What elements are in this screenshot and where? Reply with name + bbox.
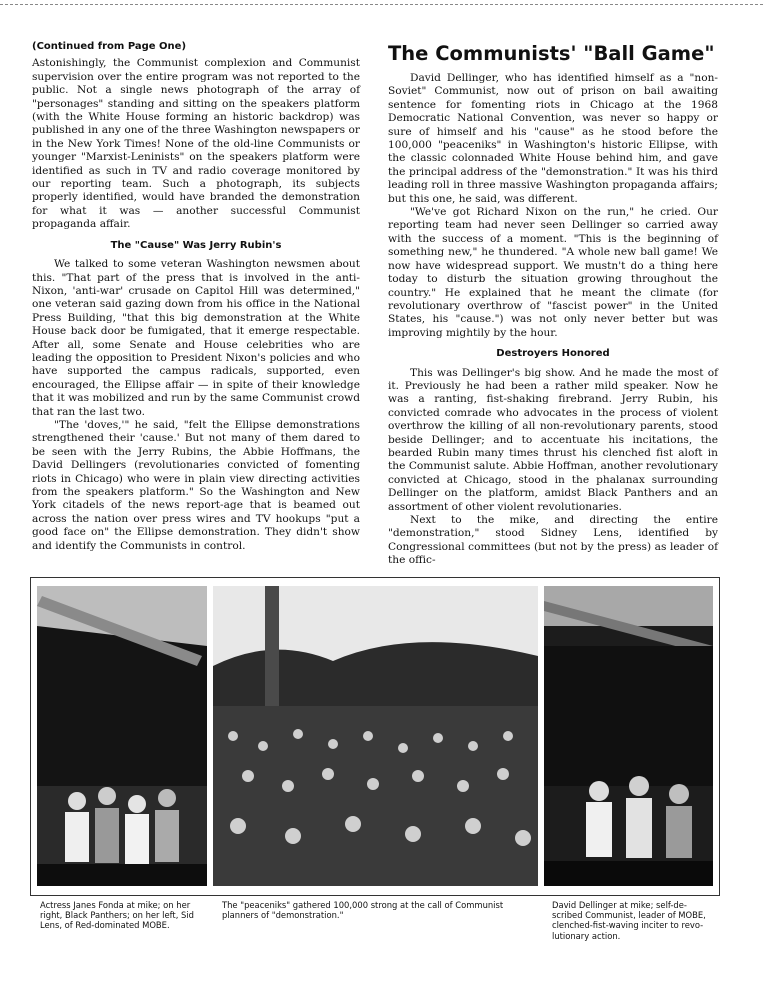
left-paragraph-2: We talked to some veteran Washington newsmen about this. "That part of the press that is involved in the anti-Nixon, 'anti-war' crusade on Capitol Hill was determined," one veteran said gazing down from his office in the National Press Building, "that this big demonstration at the White House back door be fumigated, that it emerge respectable. After all, some Senate and House celebrities who are leading the opposition to President Nixon's policies and who have supported the campus radicals, supported, even encouraged, the Ellipse affair — in spite of their knowledge that it was mobilized and run by the same Communist crowd that ran the last two. xyxy=(32,258,360,418)
photo-dellinger-at-mike xyxy=(544,586,713,886)
right-text-column xyxy=(388,40,718,568)
right-paragraph-2: "We've got Richard Nixon on the run," he cried. Our reporting team had never seen Dellinger so carried away with the success of a moment. "This is the beginning of something new," he thundered. "A whole new ball game! We now have widespread support. We mustn't do a thing here today to disturb the situation growing throughout the country." He explained that he meant the climate (for revolutionary overthrow of "fascist power" in the United States, his "cause.") was not only never better but was improving mightily by the hour. xyxy=(388,206,718,339)
right-paragraph-3: This was Dellinger's big show. And he made the most of it. Previously he had been a rather mild speaker. Now he was a ranting, fist-shaking firebrand. Jerry Rubin, his convicted comrade who advocates in the process of violent overthrow the killing of all non-revolutionary parents, stood beside Dellinger; and to accentuate his incitations, the bearded Rubin many times thrust his clenched fist aloft in the Communist salute. Abbie Hoffman, another revolutionary convicted at Chicago, stood in the phalanax surrounding Dellinger on the platform, amidst Black Panthers and an assortment of other violent revolutionaries. xyxy=(388,366,718,513)
caption-center: The "peaceniks" gathered 100,000 strong at the call of Communist planners of "demonstration." xyxy=(222,900,504,921)
left-paragraph-1: Astonishingly, the Communist complexion and Communist supervision over the entire program was not reported to the public. Not a single news photograph of the array of "personages" standing and sitting on the speakers platform (with the White House forming an historic backdrop) was published in any one of the three Washington newspapers or in the New York Times! None of the old-line Communists or younger "Marxist-Leninists" on the speakers platform were identified as such in TV and radio coverage monitored by our reporting team. Such a photograph, its subjects properly identified, would have branded the demonstration for what it was — another successful Communist propaganda affair. xyxy=(32,57,360,231)
right-subhead: Destroyers Honored xyxy=(496,348,610,360)
article-headline: The Communists' "Ball Game" xyxy=(388,42,715,65)
photo-strip xyxy=(30,577,720,896)
continued-note: (Continued from Page One) xyxy=(32,41,187,52)
caption-right: David Dellinger at mike; self-de-scribed Communist, leader of MOBE, clenched-fist-waving inciter to revo-lutionary action. xyxy=(552,900,706,941)
photo-crowd xyxy=(213,586,538,886)
left-text-column xyxy=(32,40,360,553)
left-paragraph-3: "The 'doves,'" he said, "felt the Ellipse demonstrations strengthened their 'cause.' But not many of them dared to be seen with the Jerry Rubins, the Abbie Hoffmans, the David Dellingers (revolutionaries convicted of fomenting riots in Chicago) who were in plain view directing activities from the speakers platform." So the Washington and New York citadels of the news report-age that is beamed out across the nation over press wires and TV hookups "put a good face on" the Ellipse demonstration. They didn't show and identify the Communists in control. xyxy=(32,418,360,552)
photo-speaker-at-mike xyxy=(37,586,207,886)
right-paragraph-1: David Dellinger, who has identified himself as a "non-Soviet" Communist, now out of prison on bail awaiting sentence for fomenting riots in Chicago at the 1968 Democratic National Convention, was never so happy or sure of himself and his "cause" as he stood before the 100,000 "peaceniks" in Washington's historic Ellipse, with the classic colonnaded White House behind him, and gave the principal address of the "demonstration." It was his third leading roll in three massive Washington propaganda affairs; but this one, he said, was different. xyxy=(388,72,718,205)
page-top-border xyxy=(0,4,763,5)
left-subhead: The "Cause" Was Jerry Rubin's xyxy=(110,239,282,251)
right-paragraph-4: Next to the mike, and directing the entire "demonstration," stood Sidney Lens, identified by Congressional committees (but not by the press) as leader of the offic- xyxy=(388,514,718,567)
caption-left: Actress Janes Fonda at mike; on her right, Black Panthers; on her left, Sid Lens, of Red-dominated MOBE. xyxy=(40,900,194,931)
